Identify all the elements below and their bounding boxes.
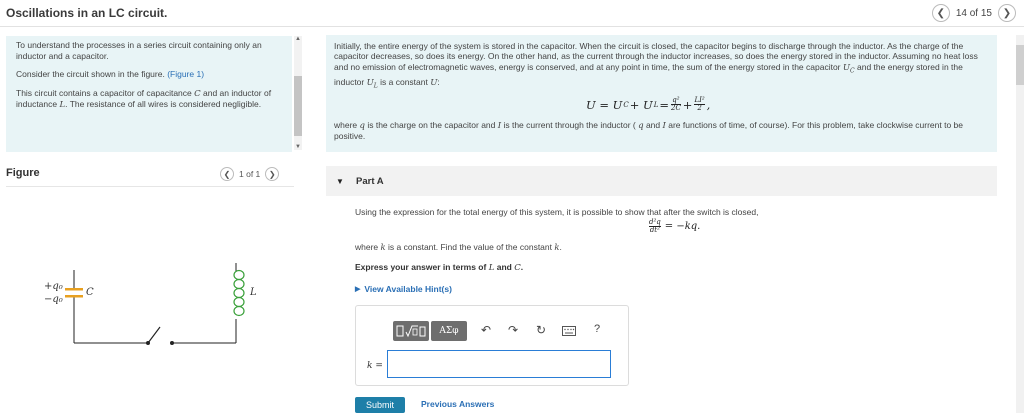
symbol-Ul: U: [366, 77, 374, 88]
differential-equation: [648, 219, 700, 234]
page-title: Oscillations in an LC circuit.: [6, 6, 168, 20]
fraction: [671, 97, 681, 112]
symbol-I: I: [662, 121, 666, 131]
collapse-triangle-icon[interactable]: ▼: [336, 177, 344, 186]
chevron-left-icon: ❮: [936, 7, 946, 19]
figure-page-indicator: 1 of 1: [239, 169, 261, 179]
top-bar: [0, 0, 1024, 27]
undo-icon[interactable]: ↶: [481, 323, 492, 337]
equation-part: ,: [706, 97, 711, 112]
item-pager: [932, 4, 1016, 22]
symbol-C: C: [514, 263, 521, 273]
intro-text: . The resistance of all wires is considered negligible.: [65, 99, 262, 109]
instruction-part: Express your answer in terms of: [355, 262, 489, 272]
figure-next-button[interactable]: [265, 167, 279, 181]
fraction-numerator: q²: [672, 96, 680, 104]
equation-sub: L: [653, 100, 659, 109]
instruction-part: .: [520, 262, 524, 272]
figure-heading: Figure: [6, 167, 40, 179]
math-templates-icon: [396, 324, 426, 338]
hint-label: View Available Hint(s): [364, 284, 452, 294]
fraction-denominator: dt²: [649, 226, 660, 234]
part-a-header[interactable]: [326, 166, 997, 196]
answer-input[interactable]: [387, 350, 611, 378]
inductor-coil: [234, 271, 244, 316]
instruction-part: and: [494, 262, 515, 272]
templates-button[interactable]: [393, 321, 429, 341]
chevron-right-icon: ❯: [1002, 7, 1012, 19]
equation-part: =: [659, 97, 669, 112]
part-a-label: Part A: [356, 176, 384, 187]
figure-link[interactable]: (Figure 1): [167, 69, 205, 79]
figure-previous-button[interactable]: [220, 167, 234, 181]
energy-equation: [586, 97, 710, 112]
fraction: [649, 219, 661, 234]
fraction-numerator: LI²: [694, 96, 705, 104]
capacitor-plate-bottom: [65, 295, 83, 298]
previous-answers-link[interactable]: Previous Answers: [421, 399, 495, 409]
fraction-denominator: 2: [697, 104, 702, 112]
capacitor-plus-label: +q₀: [44, 281, 63, 292]
capacitor-gap: [66, 291, 82, 296]
capacitor-label: C: [86, 287, 94, 298]
next-item-button[interactable]: [998, 4, 1016, 22]
equation-sub: C: [623, 100, 629, 109]
capacitor-plate-top: [65, 288, 83, 291]
expand-arrow-icon: ▶: [355, 286, 361, 293]
answer-input-label: k =: [367, 361, 383, 371]
equation-rhs: = −kq.: [664, 221, 701, 232]
help-icon[interactable]: ?: [594, 323, 601, 335]
symbol-q: q: [638, 121, 644, 131]
greek-symbols-button[interactable]: ΑΣφ: [431, 321, 467, 341]
main-scrollbar[interactable]: [1016, 35, 1024, 413]
view-hints-link[interactable]: [355, 284, 452, 294]
symbol-U: U: [430, 77, 438, 88]
problem-text-body: and: [643, 120, 663, 130]
symbol-L: L: [488, 263, 495, 273]
equation-part: U = U: [586, 97, 623, 112]
keyboard-icon[interactable]: [562, 325, 576, 339]
intro-paragraph-2: [6, 65, 292, 80]
switch-lever: [148, 327, 160, 343]
question-text: Using the expression for the total energy of this system, it is possible to show that after the switch is closed,: [355, 207, 759, 217]
symbol-Uc: U: [842, 62, 851, 73]
reset-icon[interactable]: ↻: [536, 323, 547, 337]
scroll-down-icon[interactable]: ▼: [295, 144, 301, 150]
previous-item-button[interactable]: [932, 4, 950, 22]
page-indicator: 14 of 15: [955, 7, 992, 19]
problem-text-body: is a constant: [377, 76, 431, 87]
intro-text: and an inductor of inductance: [16, 87, 272, 109]
question-text-2: [355, 242, 562, 253]
scroll-up-icon[interactable]: ▲: [295, 36, 301, 42]
symbol-Uc-sub: C: [850, 67, 855, 75]
divider: [6, 186, 294, 187]
scrollbar-thumb[interactable]: [1016, 45, 1024, 85]
intro-text: This circuit contains a capacitor of capacitance: [16, 87, 195, 98]
fraction-numerator: d²q: [649, 218, 661, 226]
intro-scrollbar[interactable]: [294, 36, 302, 150]
symbol-k: k: [554, 243, 560, 253]
equation-part: + U: [629, 97, 653, 112]
capacitance-symbol: C: [194, 88, 201, 99]
intro-panel: [6, 36, 292, 152]
capacitor-minus-label: −q₀: [44, 294, 63, 305]
question-part: .: [559, 242, 562, 252]
inductor-label: L: [250, 287, 257, 298]
intro-paragraph-1: To understand the processes in a series circuit containing only an inductor and a capacitor.: [16, 40, 262, 61]
problem-text-body: where: [334, 120, 360, 130]
chevron-right-icon: ❯: [268, 169, 276, 179]
symbol-I: I: [497, 121, 502, 131]
answer-box: [355, 305, 629, 386]
intro-text: Consider the circuit shown in the figure.: [16, 69, 168, 79]
chevron-left-icon: ❮: [223, 169, 231, 179]
answer-instructions: [355, 262, 523, 273]
problem-text-body: and the energy stored in the inductor: [334, 61, 963, 87]
fraction: [694, 97, 704, 112]
symbol-q: q: [359, 121, 365, 131]
submit-button[interactable]: Submit: [355, 397, 405, 413]
intro-paragraph-3: [6, 84, 292, 111]
problem-text-2: [334, 120, 990, 142]
equation-part: +: [682, 97, 693, 112]
question-part: is a constant. Find the value of the constant: [385, 242, 555, 252]
scrollbar-thumb[interactable]: [294, 76, 302, 136]
question-part: where: [355, 242, 381, 252]
symbol-Ul-sub: L: [373, 82, 378, 90]
problem-text-body: :: [437, 76, 440, 87]
problem-text-body: is the charge on the capacitor and: [364, 120, 498, 130]
lc-circuit-diagram: [40, 255, 280, 355]
problem-panel: [326, 35, 997, 152]
inductance-symbol: L: [59, 100, 66, 110]
fraction-denominator: 2C: [670, 104, 681, 112]
redo-icon[interactable]: ↷: [508, 323, 519, 337]
problem-text-body: Initially, the entire energy of the system is stored in the capacitor. When the circuit is closed, the capacitor begins to discharge through the inductor. As the charge of the capacitor decreases, so does its energy. On the other hand, as the current through the inductor increases, so does the energy stored in the inductor. Assuming no heat loss and no emission of electromagnetic waves, energy is conserved, and at any point in time, the sum of the energy stored in the capacitor: [334, 41, 978, 72]
symbol-k: k: [380, 243, 386, 253]
problem-text-body: is the current through the inductor (: [501, 120, 639, 130]
problem-text-body: are functions of time, of course). For this problem, take clockwise current to be positive.: [334, 120, 964, 142]
figure-pager: [220, 167, 279, 181]
problem-text: [334, 41, 990, 92]
